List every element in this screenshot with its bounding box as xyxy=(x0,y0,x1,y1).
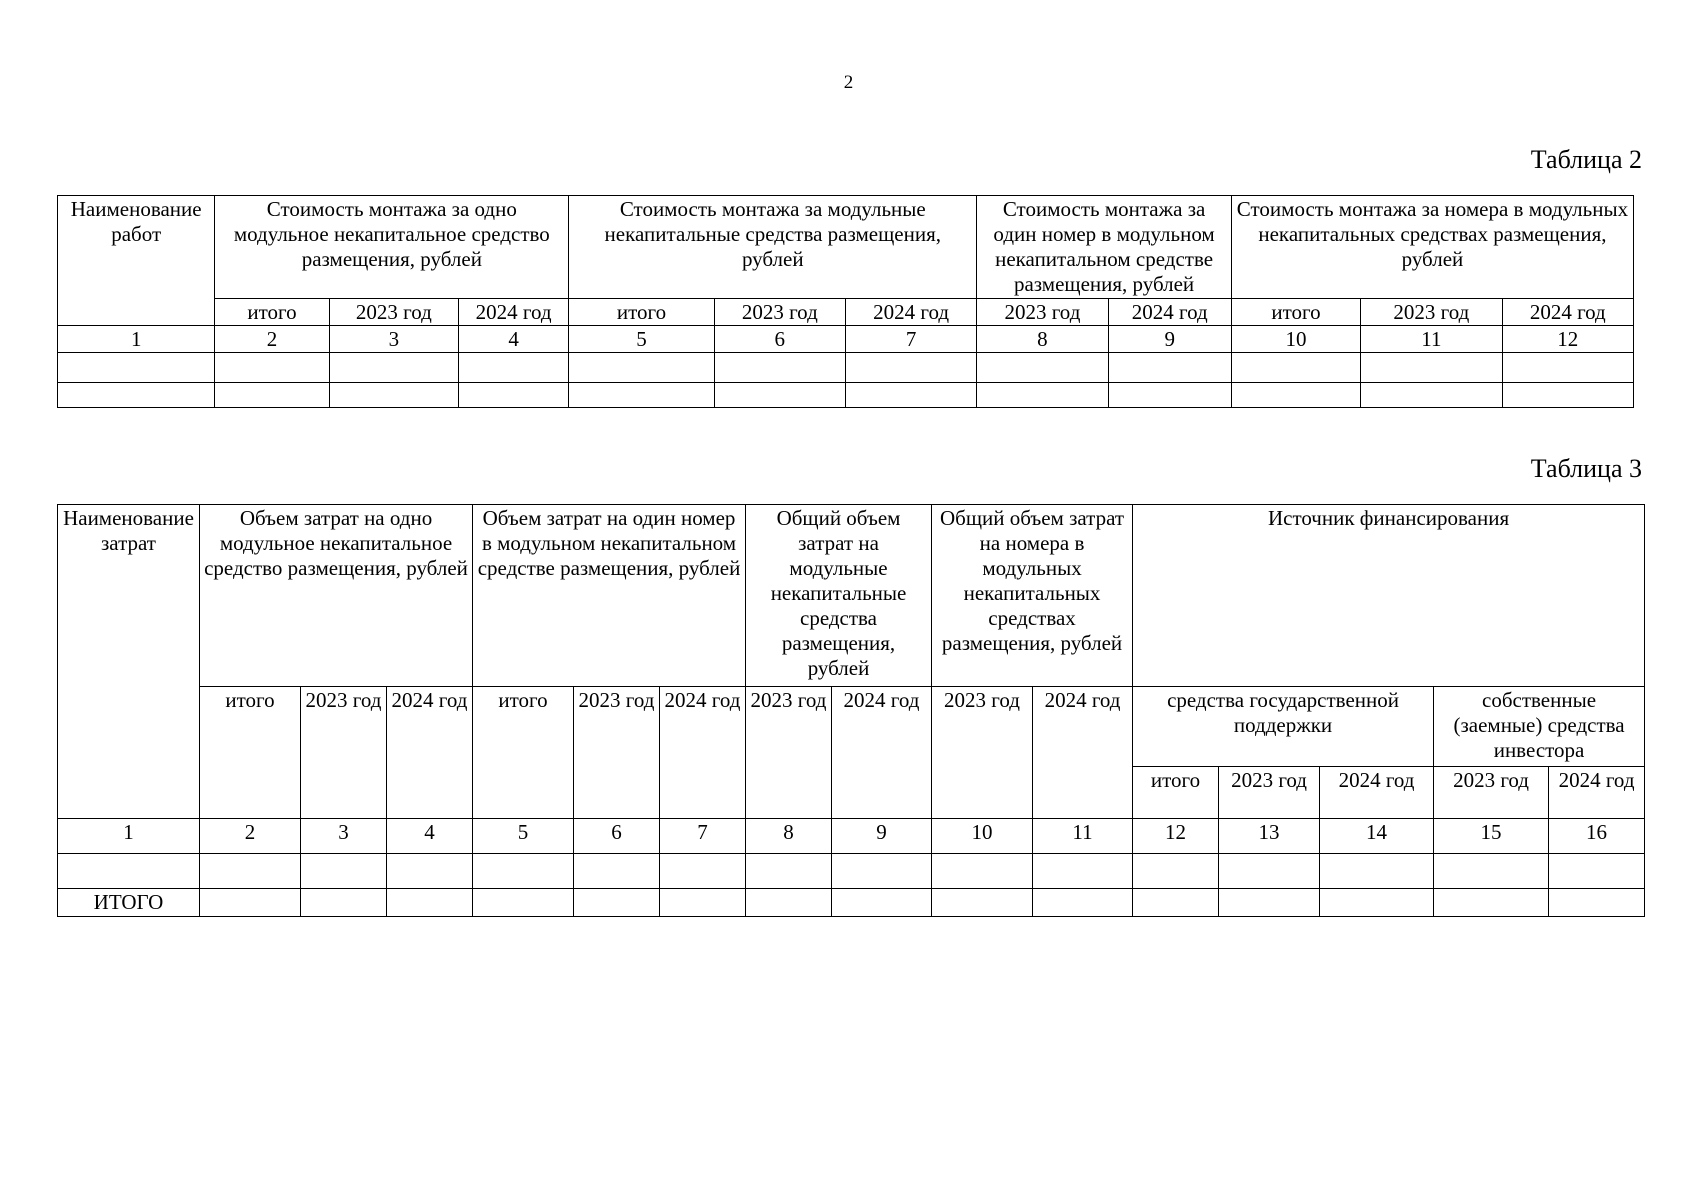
t2-col-number: 5 xyxy=(569,326,714,353)
t3-col-number: 5 xyxy=(473,819,574,854)
table-cell xyxy=(574,889,660,917)
t2-sub-2023: 2023 год xyxy=(1361,299,1502,326)
table-cell xyxy=(1320,854,1434,889)
table-cell xyxy=(200,889,301,917)
t2-header-group3: Стоимость монтажа за один номер в модульном некапитальном средстве размещения, рублей xyxy=(977,196,1232,299)
table-cell xyxy=(1108,383,1231,408)
t3-header-group4: Общий объем затрат на номера в модульных некапитальных средствах размещения, рублей xyxy=(932,505,1133,687)
t3-col-number: 3 xyxy=(301,819,387,854)
table-cell xyxy=(301,854,387,889)
table-cell xyxy=(1361,353,1502,383)
t3-sub-2023: 2023 год xyxy=(301,687,387,819)
table-cell xyxy=(569,383,714,408)
t2-sub-itogo: итого xyxy=(1231,299,1360,326)
t2-col-number: 6 xyxy=(714,326,845,353)
table-3 xyxy=(57,504,1645,917)
table-cell xyxy=(1320,889,1434,917)
table-cell xyxy=(58,383,215,408)
table-cell xyxy=(458,383,568,408)
table-cell xyxy=(1434,889,1549,917)
t3-header-state-support: средства государственной поддержки xyxy=(1133,687,1434,767)
t3-state-itogo: итого xyxy=(1133,767,1219,819)
table-cell xyxy=(746,889,832,917)
t3-col-number: 8 xyxy=(746,819,832,854)
t2-col-number: 4 xyxy=(458,326,568,353)
table-cell xyxy=(1549,889,1645,917)
table-cell xyxy=(1502,383,1633,408)
t3-col-number: 13 xyxy=(1219,819,1320,854)
table-cell xyxy=(977,353,1108,383)
t2-sub-2024: 2024 год xyxy=(845,299,976,326)
table-3-total-row xyxy=(58,889,1645,917)
table-cell xyxy=(1033,889,1133,917)
t3-state-2024: 2024 год xyxy=(1320,767,1434,819)
t3-header-group2: Объем затрат на один номер в модульном некапитальном средстве размещения, рублей xyxy=(473,505,746,687)
table-cell xyxy=(1549,854,1645,889)
t2-sub-2023: 2023 год xyxy=(329,299,458,326)
table-row xyxy=(58,383,1634,408)
table-cell xyxy=(569,353,714,383)
table-cell xyxy=(832,889,932,917)
t2-col-number: 11 xyxy=(1361,326,1502,353)
t3-sub-itogo: итого xyxy=(200,687,301,819)
table-3-caption: Таблица 3 xyxy=(1530,454,1642,483)
table-cell xyxy=(932,854,1033,889)
t3-sub-2023: 2023 год xyxy=(932,687,1033,819)
table-cell xyxy=(714,383,845,408)
t2-header-group1: Стоимость монтажа за одно модульное некапитальное средство размещения, рублей xyxy=(215,196,569,299)
table-3-subheader-row xyxy=(58,687,1645,767)
table-2-column-numbers xyxy=(58,326,1634,353)
t3-sub-2024: 2024 год xyxy=(660,687,746,819)
table-cell xyxy=(1231,383,1360,408)
table-cell xyxy=(714,353,845,383)
t2-header-group4: Стоимость монтажа за номера в модульных некапитальных средствах размещения, рублей xyxy=(1231,196,1633,299)
t2-header-group2: Стоимость монтажа за модульные некапитальные средства размещения, рублей xyxy=(569,196,977,299)
table-cell xyxy=(1219,854,1320,889)
t3-sub-2023: 2023 год xyxy=(746,687,832,819)
table-row xyxy=(58,353,1634,383)
table-3-column-numbers xyxy=(58,819,1645,854)
table-cell xyxy=(746,854,832,889)
t3-own-2023: 2023 год xyxy=(1434,767,1549,819)
t3-col-number: 15 xyxy=(1434,819,1549,854)
table-cell xyxy=(574,854,660,889)
t3-col-number: 9 xyxy=(832,819,932,854)
t3-col-number: 2 xyxy=(200,819,301,854)
table-cell xyxy=(1133,889,1219,917)
table-cell xyxy=(1231,353,1360,383)
t3-col-number: 1 xyxy=(58,819,200,854)
table-cell xyxy=(387,854,473,889)
t3-col-number: 11 xyxy=(1033,819,1133,854)
table-cell xyxy=(1219,889,1320,917)
t3-sub-2024: 2024 год xyxy=(832,687,932,819)
table-cell xyxy=(329,353,458,383)
page-number: 2 xyxy=(843,72,854,93)
table-cell xyxy=(932,889,1033,917)
t2-sub-itogo: итого xyxy=(569,299,714,326)
table-cell xyxy=(58,353,215,383)
table-2 xyxy=(57,195,1634,408)
t3-col-number: 4 xyxy=(387,819,473,854)
table-cell xyxy=(329,383,458,408)
t2-sub-2024: 2024 год xyxy=(458,299,568,326)
t3-sub-itogo: итого xyxy=(473,687,574,819)
t3-header-group1: Объем затрат на одно модульное некапитальное средство размещения, рублей xyxy=(200,505,473,687)
table-cell xyxy=(977,383,1108,408)
t3-own-2024: 2024 год xyxy=(1549,767,1645,819)
table-cell xyxy=(387,889,473,917)
table-cell xyxy=(1434,854,1549,889)
t2-col-number: 2 xyxy=(215,326,329,353)
table-cell xyxy=(660,889,746,917)
table-cell xyxy=(200,854,301,889)
t2-col-number: 7 xyxy=(845,326,976,353)
t3-total-label: ИТОГО xyxy=(58,889,200,917)
t2-sub-itogo: итого xyxy=(215,299,329,326)
t3-col-number: 16 xyxy=(1549,819,1645,854)
t3-state-2023: 2023 год xyxy=(1219,767,1320,819)
t2-col-number: 8 xyxy=(977,326,1108,353)
t2-sub-2024: 2024 год xyxy=(1108,299,1231,326)
t2-sub-2024: 2024 год xyxy=(1502,299,1633,326)
table-2-caption: Таблица 2 xyxy=(1530,145,1642,174)
t3-header-financing: Источник финансирования xyxy=(1133,505,1645,687)
t3-col-number: 10 xyxy=(932,819,1033,854)
t3-header-name: Наименование затрат xyxy=(58,505,200,819)
table-cell xyxy=(58,854,200,889)
t2-col-number: 12 xyxy=(1502,326,1633,353)
t2-sub-2023: 2023 год xyxy=(714,299,845,326)
table-cell xyxy=(660,854,746,889)
table-cell xyxy=(215,353,329,383)
table-cell xyxy=(301,889,387,917)
table-2-subheader-row xyxy=(58,299,1634,326)
t2-col-number: 3 xyxy=(329,326,458,353)
table-cell xyxy=(215,383,329,408)
table-cell xyxy=(845,383,976,408)
table-cell xyxy=(1133,854,1219,889)
table-3-header-row xyxy=(58,505,1645,687)
table-cell xyxy=(458,353,568,383)
t3-header-own-funds: собственные (заемные) средства инвестора xyxy=(1434,687,1645,767)
t3-col-number: 7 xyxy=(660,819,746,854)
table-cell xyxy=(473,854,574,889)
table-2-header-row xyxy=(58,196,1634,299)
t2-col-number: 1 xyxy=(58,326,215,353)
table-cell xyxy=(1502,353,1633,383)
table-row xyxy=(58,854,1645,889)
t3-sub-2023: 2023 год xyxy=(574,687,660,819)
t2-sub-2023: 2023 год xyxy=(977,299,1108,326)
t3-sub-2024: 2024 год xyxy=(1033,687,1133,819)
table-cell xyxy=(1108,353,1231,383)
t3-col-number: 14 xyxy=(1320,819,1434,854)
t2-col-number: 9 xyxy=(1108,326,1231,353)
t2-header-name: Наименование работ xyxy=(58,196,215,326)
table-cell xyxy=(845,353,976,383)
t3-header-group3: Общий объем затрат на модульные некапитальные средства размещения, рублей xyxy=(746,505,932,687)
t2-col-number: 10 xyxy=(1231,326,1360,353)
t3-sub-2024: 2024 год xyxy=(387,687,473,819)
table-cell xyxy=(1361,383,1502,408)
table-cell xyxy=(1033,854,1133,889)
table-cell xyxy=(832,854,932,889)
t3-col-number: 12 xyxy=(1133,819,1219,854)
t3-col-number: 6 xyxy=(574,819,660,854)
table-cell xyxy=(473,889,574,917)
